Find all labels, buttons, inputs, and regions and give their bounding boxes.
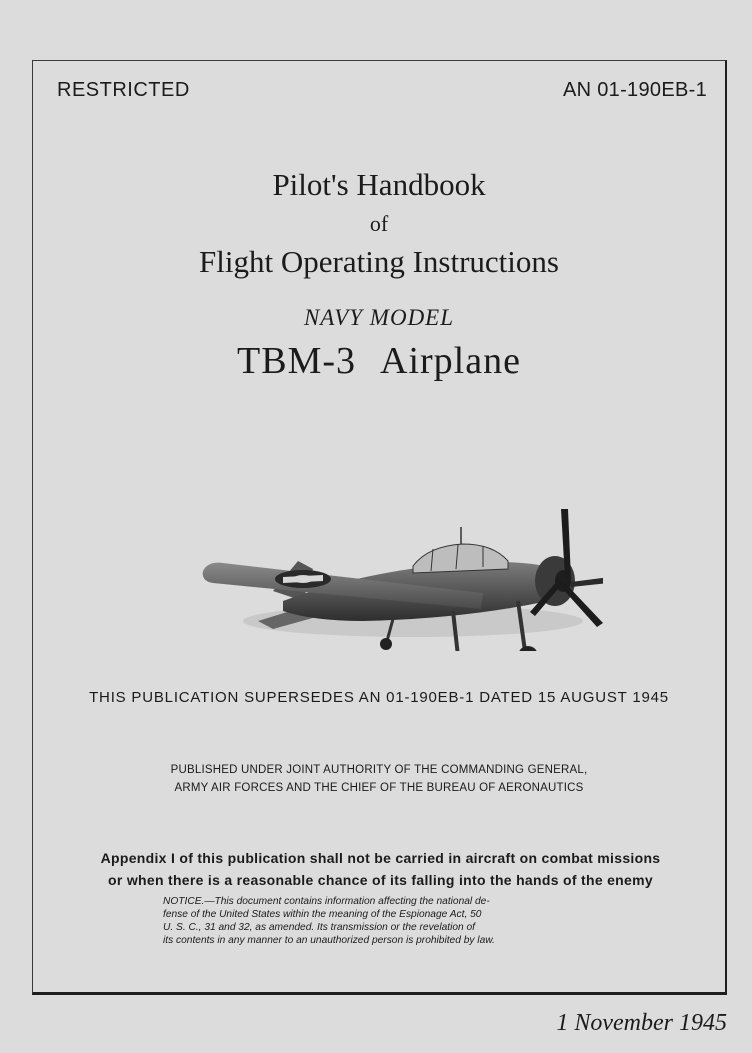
espionage-notice-line-1: NOTICE.—This document contains information affecting the national de- (163, 896, 490, 907)
publication-authority-line-1: PUBLISHED UNDER JOINT AUTHORITY OF THE COMMANDING GENERAL, (170, 764, 588, 776)
espionage-notice-line-4: its contents in any manner to an unauthorized person is prohibited by law. (163, 935, 495, 946)
title-line-3: Flight Operating Instructions (199, 244, 559, 279)
classification-label: RESTRICTED (57, 79, 190, 101)
appendix-warning-line-2: or when there is a reasonable chance of its falling into the hands of the enemy (108, 872, 653, 888)
publication-authority-line-2: ARMY AIR FORCES AND THE CHIEF OF THE BUREAU OF AERONAUTICS (174, 782, 584, 794)
appendix-warning (63, 847, 698, 891)
espionage-notice-line-3: U. S. C., 31 and 32, as amended. Its transmission or the revelation of (163, 922, 476, 933)
espionage-notice-line-2: fense of the United States within the meaning of the Espionage Act, 50 (163, 909, 482, 920)
model-label: NAVY MODEL (303, 305, 455, 330)
model-code: TBM-3 (237, 340, 357, 382)
publication-date: 1 November 1945 (556, 1010, 727, 1036)
appendix-warning-line-1: Appendix I of this publication shall not be carried in aircraft on combat missions (100, 850, 661, 866)
airplane-illustration-icon (163, 451, 603, 651)
espionage-notice (163, 895, 593, 947)
model-title (33, 339, 725, 383)
supersedes-notice: THIS PUBLICATION SUPERSEDES AN 01-190EB-1 DATED 15 AUGUST 1945 (89, 689, 669, 706)
model-type: Airplane (380, 340, 521, 382)
document-number: AN 01-190EB-1 (563, 79, 707, 101)
title-line-1: Pilot's Handbook (272, 167, 486, 202)
cover-frame (32, 60, 727, 995)
title-line-2: of (369, 211, 389, 236)
publication-authority (33, 761, 725, 797)
